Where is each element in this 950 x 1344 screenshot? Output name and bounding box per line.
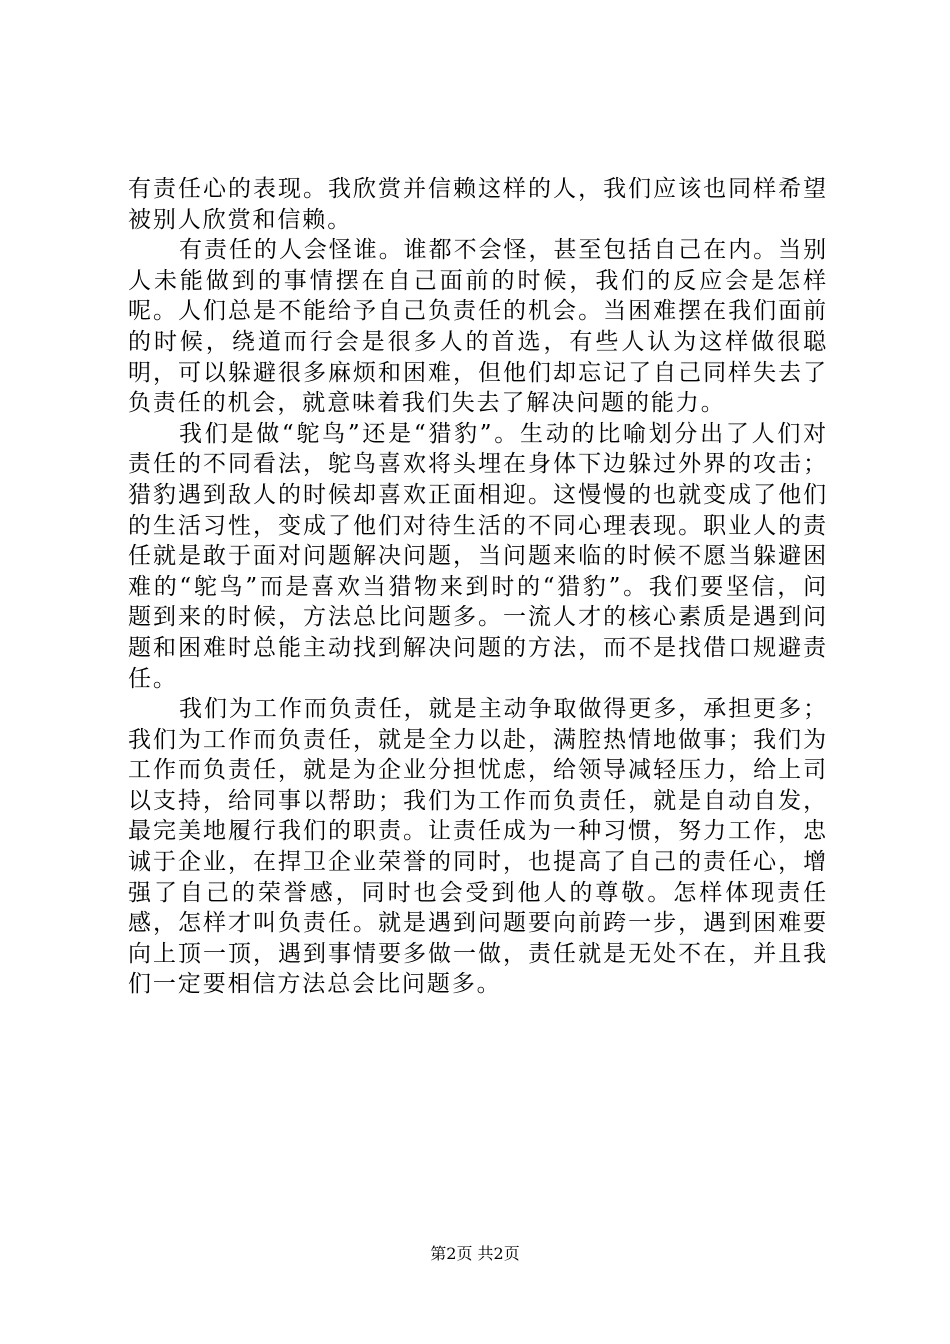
paragraph-1: 有责任心的表现。我欣赏并信赖这样的人，我们应该也同样希望被别人欣赏和信赖。 (128, 176, 828, 233)
paragraph-3: 我们是做“鸵鸟”还是“猎豹”。生动的比喻划分出了人们对责任的不同看法，鸵鸟喜欢将头埋在身体下边躲过外界的攻击；猎豹遇到敌人的时候却喜欢正面相迎。这慢慢的也就变成了他们的生活习性，变成了他们对待生活的不同心理表现。职业人的责任就是敢于面对问题解决问题，当问题来临的时候不愿当躲避困难的“鸵鸟”而是喜欢当猎物来到时的“猎豹”。我们要坚信，问题到来的时候，方法总比问题多。一流人才的核心素质是遇到问题和困难时总能主动找到解决问题的方法，而不是找借口规避责任。 (128, 420, 828, 692)
paragraph-4: 我们为工作而负责任，就是主动争取做得更多，承担更多；我们为工作而负责任，就是全力以赴，满腔热情地做事；我们为工作而负责任，就是为企业分担忧虑，给领导减轻压力，给上司以支持，给同事以帮助；我们为工作而负责任，就是自动自发，最完美地履行我们的职责。让责任成为一种习惯，努力工作，忠诚于企业，在捍卫企业荣誉的同时，也提高了自己的责任心，增强了自己的荣誉感，同时也会受到他人的尊敬。怎样体现责任感，怎样才叫负责任。就是遇到问题要向前跨一步，遇到困难要向上顶一顶，遇到事情要多做一做，责任就是无处不在，并且我们一定要相信方法总会比问题多。 (128, 696, 828, 998)
page-number-footer: 第2页 共2页 (430, 1244, 520, 1263)
document-body (128, 174, 828, 1000)
paragraph-2: 有责任的人会怪谁。谁都不会怪，甚至包括自己在内。当别人未能做到的事情摆在自己面前的时候，我们的反应会是怎样呢。人们总是不能给予自己负责任的机会。当困难摆在我们面前的时候，绕道而行会是很多人的首选，有些人认为这样做很聪明，可以躲避很多麻烦和困难，但他们却忘记了自己同样失去了负责任的机会，就意味着我们失去了解决问题的能力。 (128, 237, 828, 417)
